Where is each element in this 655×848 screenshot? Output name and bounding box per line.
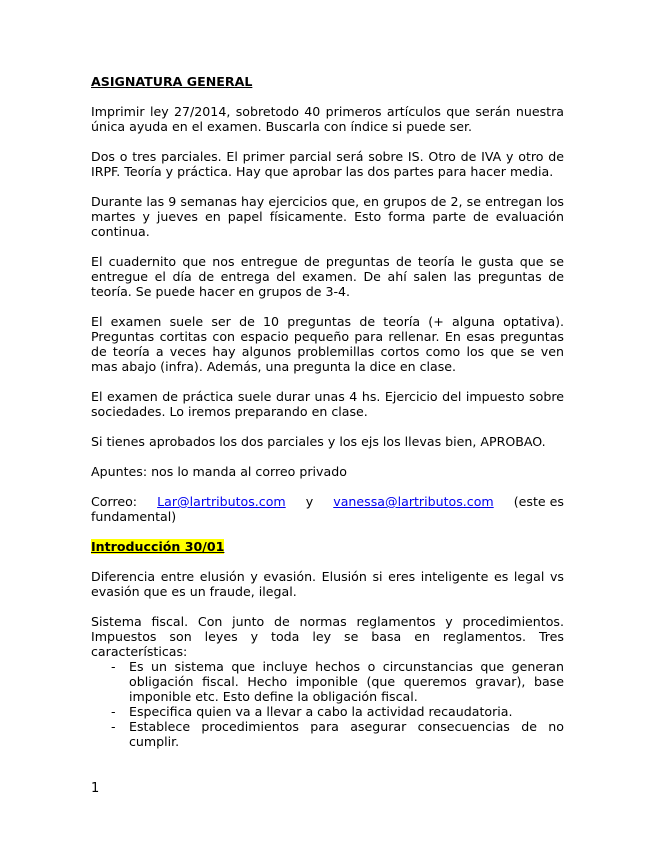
paragraph-cuadernito: El cuadernito que nos entregue de preguntas de teoría le gusta que se entregue el día de entrega del examen. De ahí salen las preguntas de teoría. Se puede hacer en grupos de 3-4.: [91, 254, 564, 299]
list-item: - Especifica quien va a llevar a cabo la actividad recaudatoria.: [91, 704, 564, 719]
page-number: 1: [91, 781, 100, 796]
intro-heading-line: [91, 539, 564, 554]
paragraph-examen-practica: El examen de práctica suele durar unas 4 hs. Ejercicio del impuesto sobre sociedades. Lo iremos preparando en clase.: [91, 389, 564, 419]
paragraph-aprobado: Si tienes aprobados los dos parciales y los ejs los llevas bien, APROBAO.: [91, 434, 546, 449]
document-body: [91, 74, 564, 749]
list-item: - Establece procedimientos para asegurar consecuencias de no cumplir.: [91, 719, 564, 749]
intro-heading: Introducción 30/01: [91, 539, 225, 554]
email-link-vanessa[interactable]: vanessa@lartributos.com: [333, 494, 494, 509]
correo-label: Correo:: [91, 494, 138, 509]
correo-note-end: fundamental): [91, 509, 177, 524]
paragraph-correo: [91, 494, 564, 524]
caracteristicas-list: [91, 659, 564, 749]
email-link-lar[interactable]: Lar@lartributos.com: [157, 494, 286, 509]
title-heading: ASIGNATURA GENERAL: [91, 74, 253, 89]
paragraph-apuntes: Apuntes: nos lo manda al correo privado: [91, 464, 347, 479]
paragraph-parciales: Dos o tres parciales. El primer parcial será sobre IS. Otro de IVA y otro de IRPF. Teoría y práctica. Hay que aprobar las dos partes para hacer media.: [91, 149, 564, 179]
correo-line: [91, 494, 564, 509]
correo-connector: y: [305, 494, 314, 509]
paragraph-examen-teoria: El examen suele ser de 10 preguntas de teoría (+ alguna optativa). Preguntas cortitas con espacio pequeño para rellenar. En esas preguntas de teoría a veces hay algunos problemillas cortos como los que se ven mas abajo (infra). Además, una pregunta la dice en clase.: [91, 314, 564, 374]
paragraph-ejercicios: Durante las 9 semanas hay ejercicios que, en grupos de 2, se entregan los martes y jueves en papel físicamente. Esto forma parte de evaluación continua.: [91, 194, 564, 239]
correo-note-start: (este es: [513, 494, 564, 509]
paragraph-elusion: Diferencia entre elusión y evasión. Elusión si eres inteligente es legal vs evasión que es un fraude, ilegal.: [91, 569, 564, 599]
paragraph-sistema-fiscal: Sistema fiscal. Con junto de normas reglamentos y procedimientos. Impuestos son leyes y toda ley se basa en reglamentos. Tres características:: [91, 614, 564, 659]
paragraph-ley: Imprimir ley 27/2014, sobretodo 40 primeros artículos que serán nuestra única ayuda en el examen. Buscarla con índice si puede ser.: [91, 104, 564, 134]
list-item: - Es un sistema que incluye hechos o circunstancias que generan obligación fiscal. Hecho imponible (que queremos gravar), base imponible etc. Esto define la obligación fiscal.: [91, 659, 564, 704]
